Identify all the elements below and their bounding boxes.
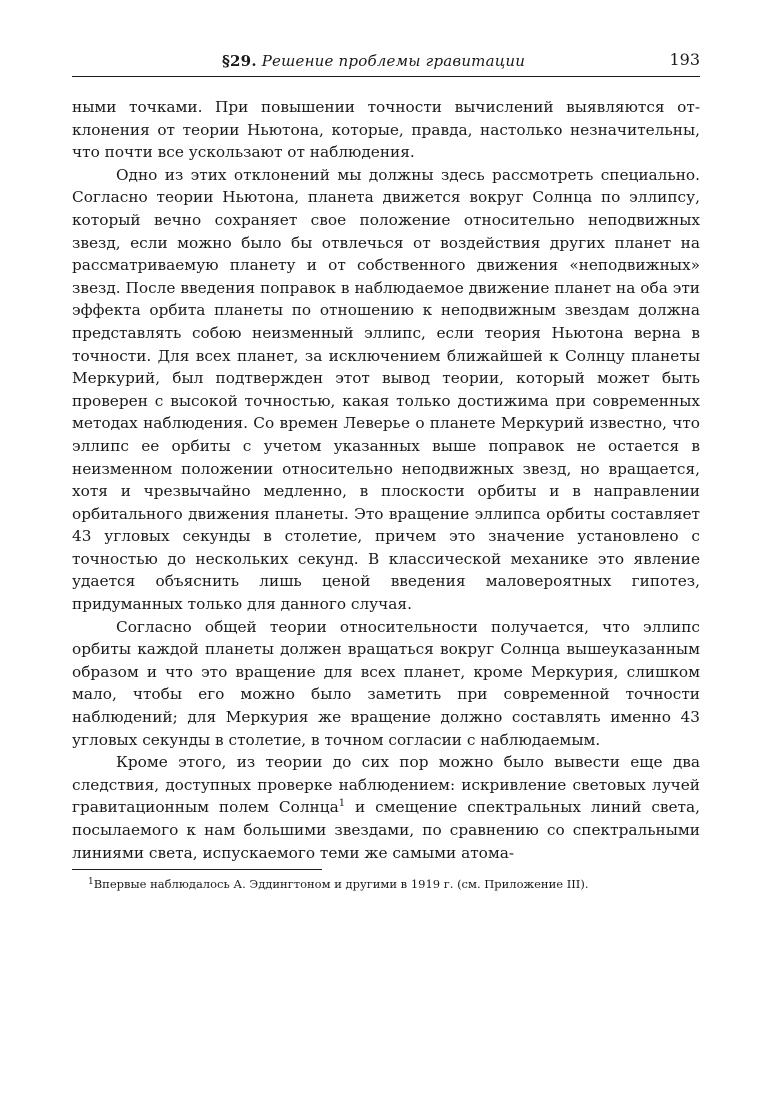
- page-number: 193: [669, 50, 700, 69]
- footnote: [72, 876, 700, 892]
- footnote-text: Впервые наблюдалось А. Эддингтоном и другими в 1919 г. (см. Приложение III).: [93, 877, 589, 892]
- footnote-reference: 1: [338, 798, 346, 810]
- footnote-divider: [72, 869, 322, 870]
- paragraph-4-after-ref: и смещение спектральных линий света, посылаемого к нам большими звездами, по сравнению со спектральными линиями света, испускаемого теми же самыми атома-: [72, 798, 701, 862]
- book-page: [72, 50, 700, 892]
- footnote-number: 1: [88, 877, 94, 888]
- paragraph-4: [72, 751, 700, 864]
- body-text: [72, 96, 700, 864]
- section-mark: §29.: [222, 52, 257, 70]
- chapter-title: Решение проблемы гравитации: [261, 52, 526, 70]
- running-header: [72, 50, 700, 77]
- paragraph-3: Согласно общей теории относительности получается, что эллипс орбиты каждой планеты должен вращаться вокруг Солнца вышеуказанным образом и что это вращение для всех планет, кроме Меркурия, слишком мало, чтобы его можно было заметить при современной точности наблюдений; для Меркурия же вращение должно составлять именно 43 угловых секунды в столетие, в точном согласии с наблюдаемым.: [72, 617, 700, 749]
- paragraph-1: ными точками. При повышении точности вычислений выявляются отклонения от теории Ньютона, которые, правда, настолько незначительны, что почти все ускользают от наблюдения.: [72, 98, 700, 162]
- paragraph-2: Одно из этих отклонений мы должны здесь рассмотреть специально. Согласно теории Ньютона, планета движется вокруг Солнца по эллипсу, который вечно сохраняет свое положение относительно неподвижных звезд, если можно было бы отвлечься от воздействия других планет на рассматриваемую планету и от собственного движения «неподвижных» звезд. После введения поправок в наблюдаемое движение планет на оба эти эффекта орбита планеты по отношению к неподвижным звездам должна представлять собою неизменный эллипс, если теория Ньютона верна в точности. Для всех планет, за исключением ближайшей к Солнцу планеты Меркурий, был подтвержден этот вывод теории, который может быть проверен с высокой точностью, какая только достижима при современных методах наблюдения. Со времен Леверье о планете Меркурий известно, что эллипс ее орбиты с учетом указанных выше поправок не остается в неизменном положении относительно неподвижных звезд, но вращается, хотя и чрезвычайно медленно, в плоскости орбиты и в направлении орбитального движения планеты. Это вращение эллипса орбиты составляет 43 угловых секунды в столетие, причем это значение установлено с точностью до нескольких секунд. В классической механике это явление удается объяснить лишь ценой введения маловероятных гипотез, придуманных только для данного случая.: [72, 165, 700, 614]
- running-title: [222, 52, 525, 70]
- paragraph-4-before-ref: Кроме этого, из теории до сих пор можно было вывести еще два следствия, доступных проверке наблюдением: искривление световых лучей гравитационным полем Солнца: [72, 753, 700, 817]
